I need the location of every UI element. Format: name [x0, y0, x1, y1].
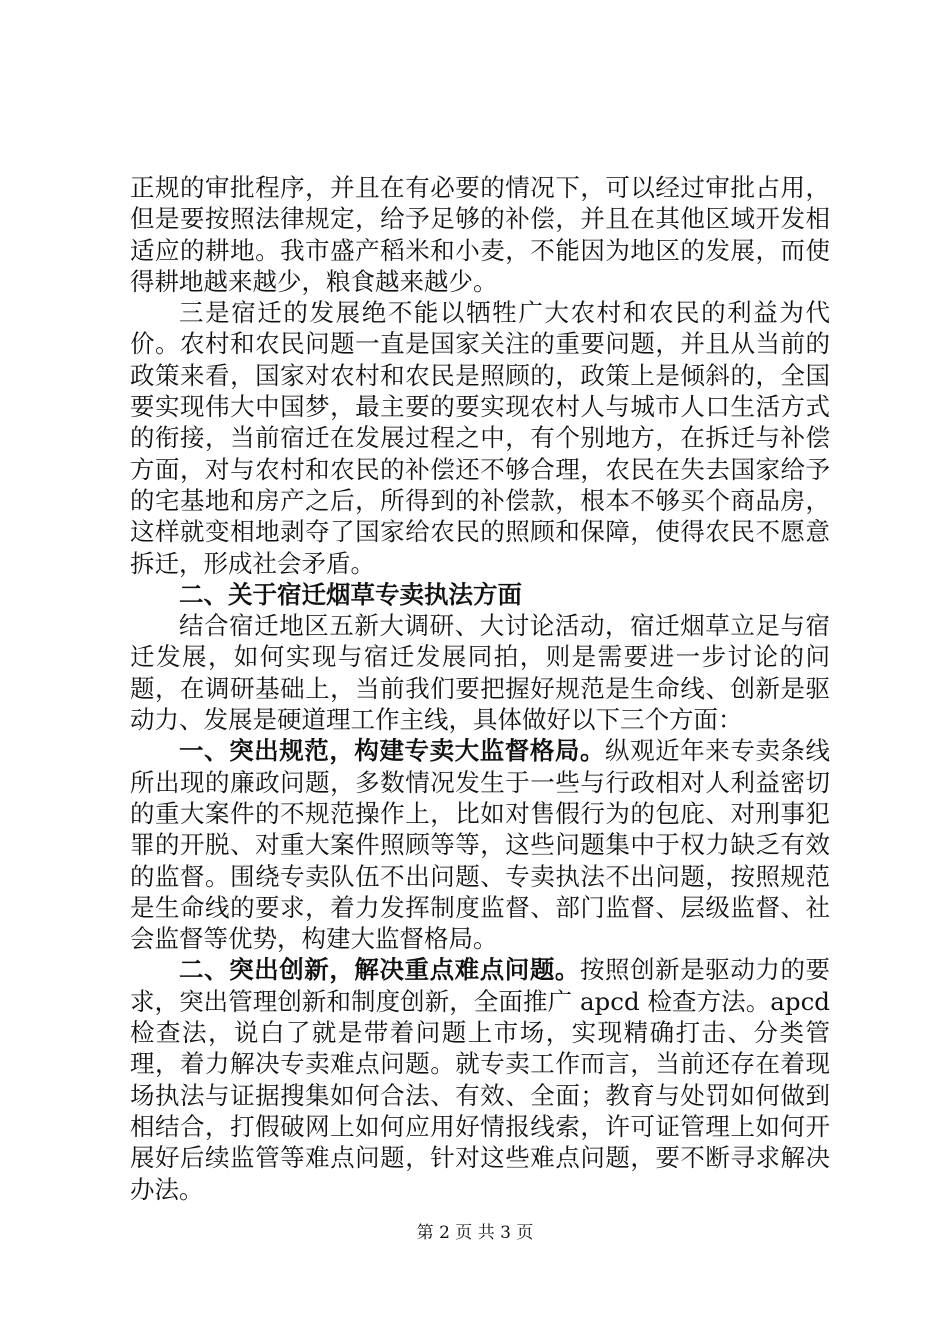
- page-number-footer: 第 2 页 共 3 页: [416, 1223, 534, 1243]
- paragraph-farmers-interest: 三是宿迁的发展绝不能以牺牲广大农村和农民的利益为代价。农村和农民问题一直是国家关注的重要问题，并且从当前的政策来看，国家对农村和农民是照顾的，政策上是倾斜的，全国要实现伟大中国梦，最主要的要实现农村人与城市人口生活方式的衔接，当前宿迁在发展过程之中，有个别地方，在拆迁与补偿方面，对与农村和农民的补偿还不够合理，农民在失去国家给予的宅基地和房产之后，所得到的补偿款，根本不够买个商品房，这样就变相地剥夺了国家给农民的照顾和保障，使得农民不愿意拆迁，形成社会矛盾。: [130, 298, 830, 578]
- paragraph-continuation: 正规的审批程序，并且在有必要的情况下，可以经过审批占用，但是要按照法律规定，给予足够的补偿，并且在其他区域开发相适应的耕地。我市盛产稻米和小麦，不能因为地区的发展，而使得耕地越来越少，粮食越来越少。: [130, 173, 830, 296]
- point-innovate-lead: 二、突出创新，解决重点难点问题。: [179, 955, 580, 985]
- paragraph-intro: 结合宿迁地区五新大调研、大讨论活动，宿迁烟草立足与宿迁发展，如何实现与宿迁发展同拍，则是需要进一步讨论的问题，在调研基础上，当前我们要把握好规范是生命线、创新是驱动力、发展是硬道理工作主线，具体做好以下三个方面：: [130, 611, 830, 735]
- point-standardize-lead: 一、突出规范，构建专卖大监督格局。: [179, 736, 606, 766]
- point-standardize-text: 纵观近年来专卖条线所出现的廉政问题，多数情况发生于一些与行政相对人利益密切的重大案件的不规范操作上，比如对售假行为的包庇、对刑事犯罪的开脱、对重大案件照顾等等，这些问题集中于权力缺乏有效的监督。围绕专卖队伍不出问题、专卖执法不出问题，按照规范是生命线的要求，着力发挥制度监督、部门监督、层级监督、社会监督等优势，构建大监督格局。: [130, 736, 831, 954]
- section-heading: 二、关于宿迁烟草专卖执法方面: [179, 579, 522, 609]
- point-innovate: [130, 954, 830, 1204]
- point-standardize: [130, 735, 830, 954]
- point-innovate-text: 按照创新是驱动力的要求，突出管理创新和制度创新，全面推广 apcd 检查方法。apcd 检查法，说白了就是带着问题上市场，实现精确打击、分类管理，着力解决专卖难点问题。就专卖工作而言，当前还存在着现场执法与证据搜集如何合法、有效、全面；教育与处罚如何做到相结合，打假破网上如何应用好情报线索，许可证管理上如何开展好后续监管等难点问题，针对这些难点问题，要不断寻求解决办法。: [130, 955, 831, 1204]
- document-body: [130, 172, 830, 1205]
